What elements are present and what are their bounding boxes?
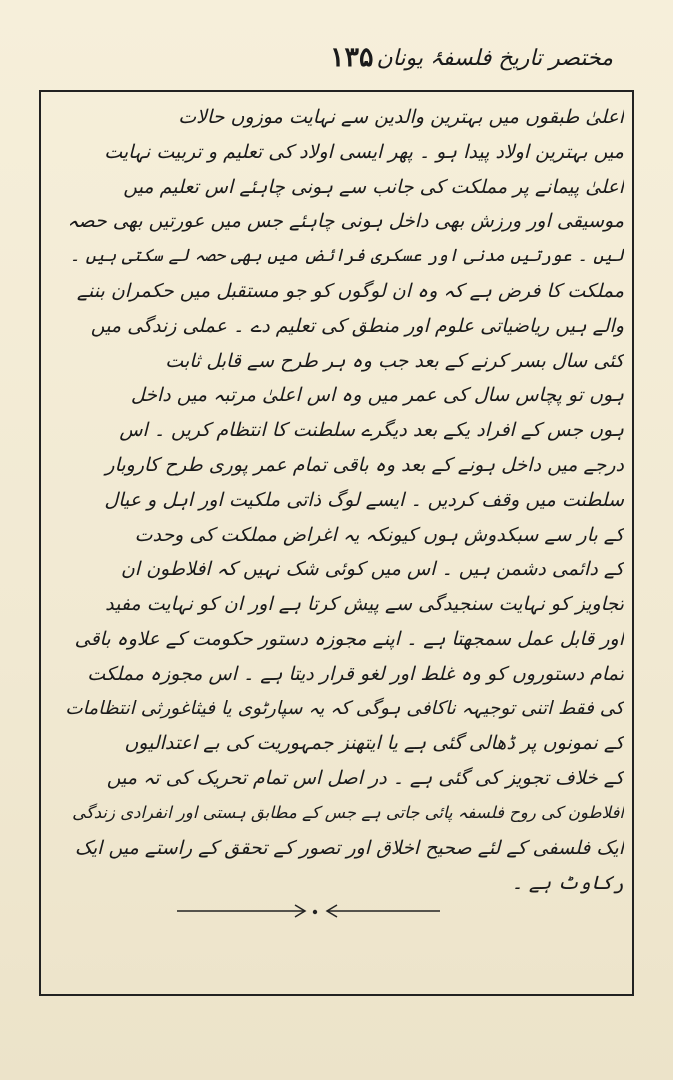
text-line: ایک فلسفی کے لئے صحیح اخلاق اور تصور کے تحقق کے راستے میں ایک [74,836,624,859]
arrow-divider-icon [175,900,475,922]
text-line: کے دائمی دشمن ہیں ۔ اس میں کوئی شک نہیں کہ افلاطون ان [120,558,624,581]
text-line: لیں ۔ عورتیں مدنی اور عسکری فرائض میں بھی حصہ لے سکتی ہیں ۔ [69,246,624,267]
divider-dot [313,910,317,914]
text-line: ہوں جس کے افراد یکے بعد دیگرے سلطنت کا انتظام کریں ۔ اس [119,419,624,442]
text-line: تجاویز کو نہایت سنجیدگی سے پیش کرتا ہے اور ان کو نہایت مفید [105,593,624,616]
running-title: مختصر تاریخ فلسفۂ یونان [376,46,613,71]
text-line: ہوں تو پچاس سال کی عمر میں وہ اس اعلیٰ مرتبہ میں داخل [130,384,624,407]
text-line: مملکت کا فرض ہے کہ وہ ان لوگوں کو جو مستقبل میں حکمران بننے [76,279,624,302]
body-text [64,100,624,900]
text-line: موسیقی اور ورزش بھی داخل ہونی چاہئے جس میں عورتیں بھی حصہ [67,210,624,233]
text-line: کے بار سے سبکدوش ہوں کیونکہ یہ اغراض مملکت کی وحدت [134,523,624,546]
text-line: رکاوٹ ہے ۔ [511,871,624,894]
text-line: کے نمونوں پر ڈھالی گئی ہے یا ایتھنز جمہوریت کی بے اعتدالیوں [124,732,624,755]
text-line: سلطنت میں وقف کردیں ۔ ایسے لوگ ذاتی ملکیت اور اہل و عیال [104,488,624,511]
text-line: درجے میں داخل ہونے کے بعد وہ باقی تمام عمر پوری طرح کاروبار [105,453,624,476]
text-line: اعلیٰ طبقوں میں بہترین والدین سے نہایت موزوں حالات [178,106,624,128]
text-line: میں بہترین اولاد پیدا ہو ۔ پھر ایسی اولاد کی تعلیم و تربیت نہایت [104,140,624,163]
text-line: کئی سال بسر کرنے کے بعد جب وہ ہر طرح سے قابل ثابت [165,349,624,372]
text-line: اعلیٰ پیمانے پر مملکت کی جانب سے ہونی چاہئے اس تعلیم میں [123,175,624,198]
page-header [60,38,613,84]
text-line: اور قابل عمل سمجھتا ہے ۔ اپنے مجوزہ دستور حکومت کے علاوہ باقی [74,627,624,650]
text-line: افلاطون کی روح فلسفہ پائی جاتی ہے جس کے مطابق ہستی اور انفرادی زندگی [72,802,624,822]
text-line: کے خلاف تجویز کی گئی ہے ۔ در اصل اس تمام تحریک کی تہ میں [106,767,624,790]
text-line: والے ہیں ریاضیاتی علوم اور منطق کی تعلیم دے ۔ عملی زندگی میں [90,314,624,337]
text-line: کی فقط اتنی توجیہہ ناکافی ہوگی کہ یہ سپارٹوی یا فیثاغورثی انتظامات [65,697,624,719]
page-number: ۱۳۵ [330,42,374,73]
text-line: تمام دستوروں کو وہ غلط اور لغو قرار دیتا ہے ۔ اس مجوزہ مملکت [87,662,624,685]
